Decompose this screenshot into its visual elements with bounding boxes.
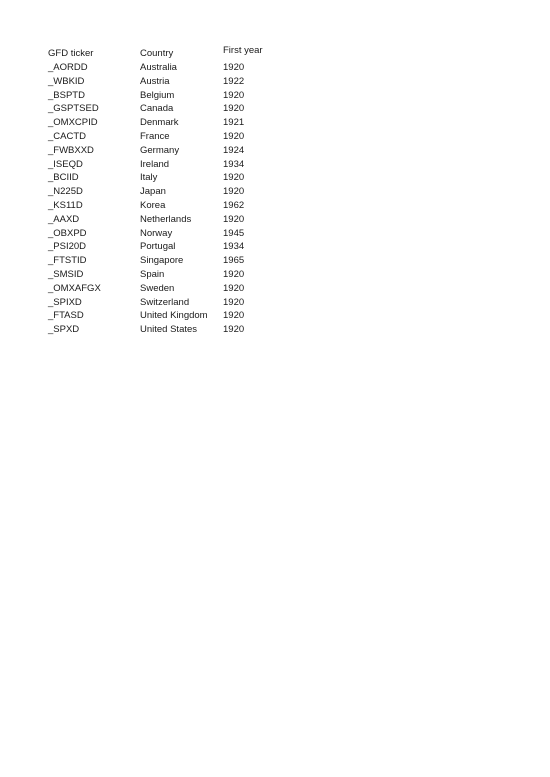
cell-gfd-ticker: _BSPTD [48,89,85,101]
table-row [48,89,268,103]
table-row [48,75,268,89]
cell-gfd-ticker: _OMXCPID [48,117,98,129]
table-body [48,61,268,337]
cell-first-year: 1920 [223,213,245,225]
cell-first-year: 1920 [223,103,245,115]
table-row [48,185,268,199]
cell-gfd-ticker: _GSPTSED [48,103,99,115]
cell-country: Netherlands [140,213,192,225]
cell-first-year: 1945 [223,227,245,239]
cell-country: Norway [140,227,173,239]
ticker-table [48,47,268,337]
cell-first-year: 1934 [223,241,245,253]
cell-first-year: 1920 [223,172,245,184]
cell-country: Canada [140,103,174,115]
cell-first-year: 1962 [223,199,245,211]
cell-first-year: 1922 [223,75,245,87]
cell-first-year: 1920 [223,282,245,294]
cell-first-year: 1920 [223,186,245,198]
table-row [48,61,268,75]
cell-gfd-ticker: _FWBXXD [48,144,94,156]
table-row [48,254,268,268]
table-row [48,130,268,144]
table-row [48,268,268,282]
header-country: Country [140,48,174,60]
cell-country: Italy [140,172,158,184]
cell-gfd-ticker: _OBXPD [48,227,87,239]
cell-first-year: 1920 [223,324,245,336]
cell-country: Singapore [140,255,184,267]
cell-country: Germany [140,144,180,156]
header-gfd-ticker: GFD ticker [48,48,94,60]
table-row [48,199,268,213]
cell-country: Belgium [140,89,175,101]
table-row [48,240,268,254]
cell-country: Switzerland [140,296,190,308]
table-row [48,171,268,185]
table-header [48,47,268,61]
cell-country: Australia [140,62,177,73]
table-row [48,158,268,172]
cell-first-year: 1965 [223,255,245,267]
cell-country: United Kingdom [140,310,208,322]
cell-first-year: 1924 [223,144,245,156]
cell-gfd-ticker: _SPXD [48,324,80,336]
cell-gfd-ticker: _SPIXD [48,296,82,308]
table-row [48,323,268,337]
cell-country: Austria [140,75,170,87]
cell-gfd-ticker: _CACTD [48,130,87,142]
cell-country: Portugal [140,241,176,253]
table-row [48,282,268,296]
cell-first-year: 1920 [223,130,245,142]
cell-first-year: 1921 [223,117,245,129]
cell-gfd-ticker: _OMXAFGX [48,282,101,294]
cell-gfd-ticker: _WBKID [48,75,85,87]
cell-gfd-ticker: _BCIID [48,172,79,184]
cell-gfd-ticker: _KS11D [48,199,83,211]
table-row [48,102,268,116]
cell-gfd-ticker: _FTASD [48,310,84,322]
table-row [48,213,268,227]
table-row [48,227,268,241]
cell-first-year: 1920 [223,62,245,73]
cell-first-year: 1920 [223,310,245,322]
cell-first-year: 1934 [223,158,245,170]
cell-first-year: 1920 [223,268,245,280]
cell-gfd-ticker: _ISEQD [48,158,83,170]
cell-gfd-ticker: _AORDD [48,62,88,73]
cell-gfd-ticker: _N225D [48,186,83,198]
cell-first-year: 1920 [223,296,245,308]
cell-country: France [140,130,170,142]
cell-country: Denmark [140,117,179,129]
cell-country: Spain [140,268,165,280]
header-row [48,47,268,61]
header-first-year: First year [223,45,263,57]
cell-country: Sweden [140,282,175,294]
cell-country: United States [140,324,198,336]
cell-gfd-ticker: _SMSID [48,268,84,280]
cell-first-year: 1920 [223,89,245,101]
table-row [48,296,268,310]
table-row [48,144,268,158]
cell-gfd-ticker: _PSI20D [48,241,87,253]
cell-gfd-ticker: _FTSTID [48,255,87,267]
table-row [48,309,268,323]
cell-country: Japan [140,186,166,198]
cell-country: Korea [140,199,166,211]
cell-gfd-ticker: _AAXD [48,213,80,225]
table-row [48,116,268,130]
cell-country: Ireland [140,158,170,170]
